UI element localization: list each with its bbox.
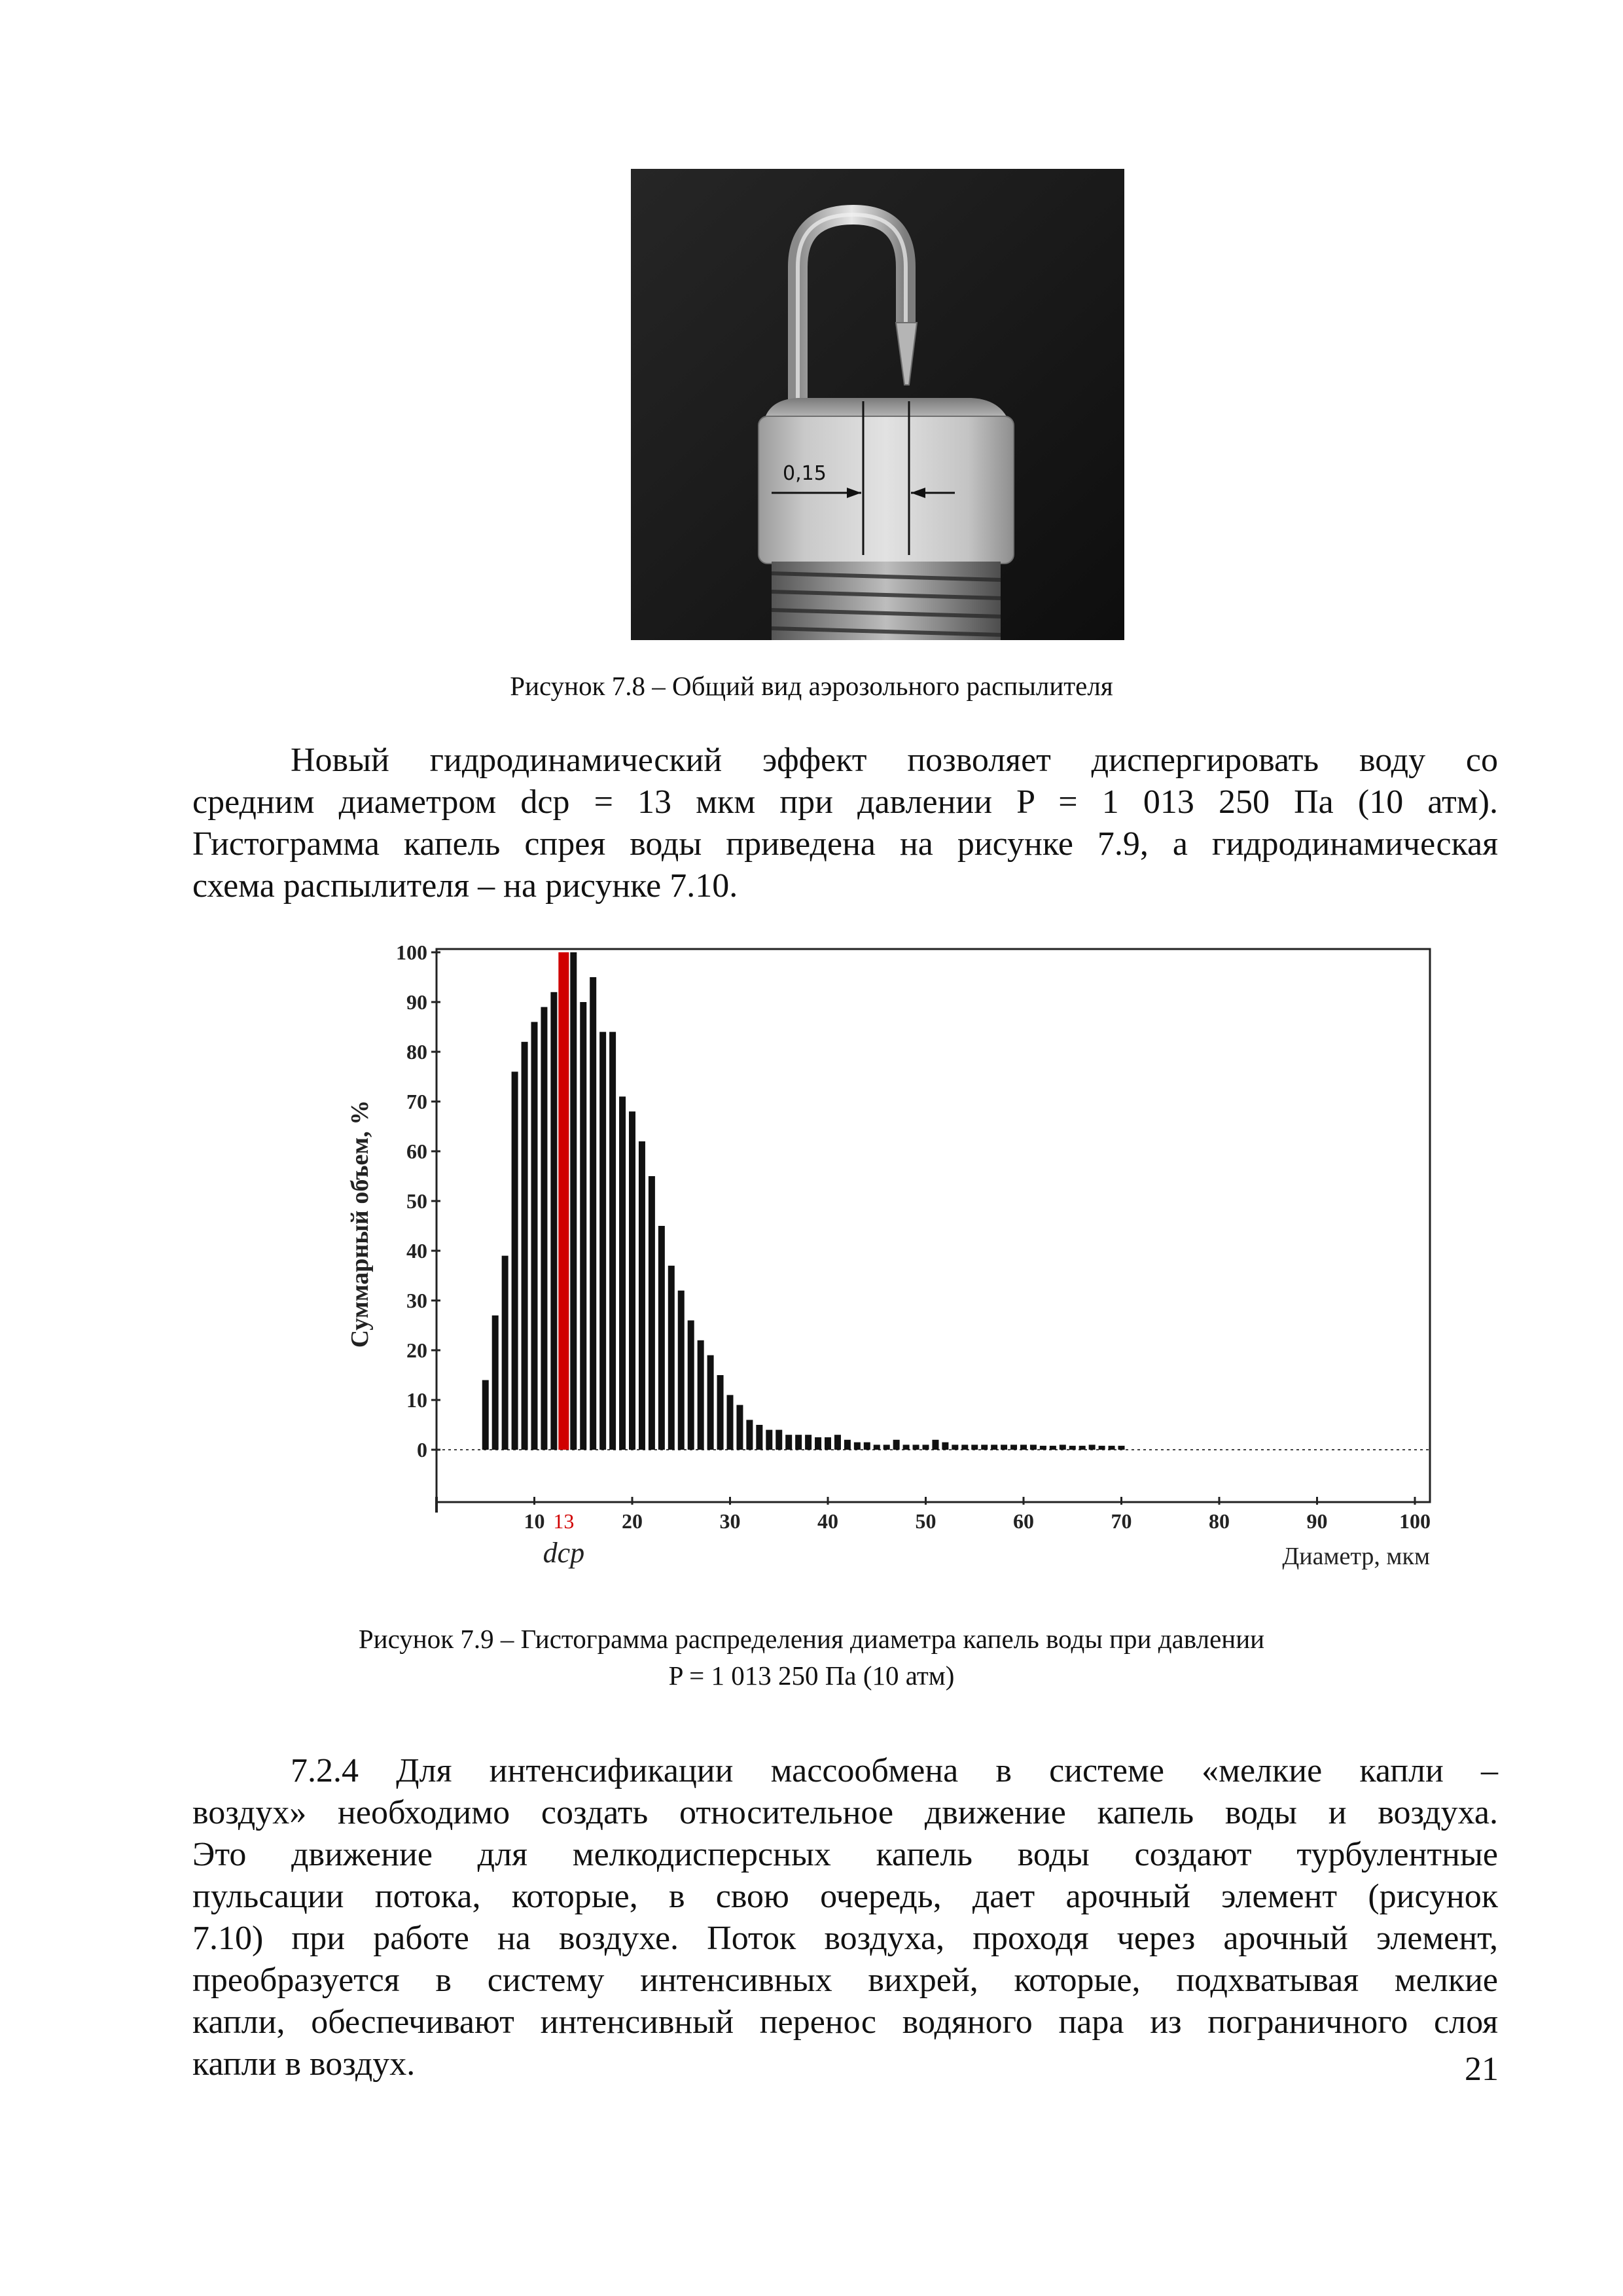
x-tick-label: 30: [719, 1509, 741, 1533]
histogram-bar: [864, 1443, 870, 1450]
histogram-bar: [854, 1443, 861, 1450]
x-tick-label: 80: [1209, 1509, 1230, 1533]
y-tick-label: 50: [406, 1189, 427, 1213]
histogram-bar: [1030, 1444, 1037, 1450]
histogram-bar: [1089, 1444, 1096, 1450]
histogram-bar: [609, 1032, 616, 1450]
paragraph-line: 7.10) при работе на воздухе. Поток воздуха, проходя через арочный элемент,: [192, 1920, 1498, 1957]
y-tick-label: 100: [396, 941, 427, 964]
histogram-bar: [913, 1444, 919, 1450]
histogram-bar: [1069, 1446, 1076, 1450]
histogram-bar: [942, 1443, 948, 1450]
page-number: 21: [1465, 2051, 1499, 2088]
x-tick-label: 70: [1111, 1509, 1132, 1533]
histogram-bar: [1079, 1446, 1086, 1450]
y-tick-label: 0: [417, 1438, 427, 1462]
x-tick-label: 10: [524, 1509, 545, 1533]
histogram-bar: [805, 1435, 812, 1450]
histogram-bar: [923, 1444, 929, 1450]
histogram-bar: [874, 1444, 880, 1450]
y-tick-label: 70: [406, 1090, 427, 1113]
diameter-histogram: [340, 929, 1453, 1577]
histogram-bar: [522, 1042, 528, 1450]
histogram-bar: [893, 1440, 900, 1450]
x-tick-label: 60: [1013, 1509, 1034, 1533]
histogram-bar: [550, 992, 557, 1450]
paragraph-1: [192, 740, 1498, 907]
histogram-bar-highlight: [558, 952, 569, 1450]
y-tick-label: 60: [406, 1139, 427, 1163]
y-axis-label: Суммарный объем, %: [346, 1100, 374, 1348]
histogram-bar: [1001, 1444, 1007, 1450]
histogram-bar: [952, 1444, 958, 1450]
paragraph-line: капли, обеспечивают интенсивный перенос водяного пара из пограничного слоя: [192, 2003, 1498, 2041]
histogram-bar: [766, 1430, 772, 1450]
paragraph-line: схема распылителя – на рисунке 7.10.: [192, 867, 738, 905]
figure-7-9-caption-line-2: P = 1 013 250 Па (10 атм): [668, 1660, 955, 1691]
histogram-bar: [590, 977, 596, 1450]
paragraph-line: преобразуется в систему интенсивных вихрей, которые, подхватывая мелкие: [192, 1962, 1498, 1999]
x-tick-label: 90: [1306, 1509, 1328, 1533]
histogram-bar: [883, 1444, 890, 1450]
y-tick-label: 80: [406, 1040, 427, 1064]
histogram-bar: [825, 1437, 831, 1450]
histogram-bar: [1060, 1444, 1066, 1450]
paragraph-line: Новый гидродинамический эффект позволяет диспергировать воду со: [291, 742, 1498, 779]
x-tick-label: 100: [1399, 1509, 1431, 1533]
histogram-bar: [932, 1440, 938, 1450]
mean-diameter-tick-label: 13: [553, 1509, 575, 1533]
histogram-bar: [482, 1380, 489, 1450]
histogram-bar: [991, 1444, 997, 1450]
paragraph-line: воздух» необходимо создать относительное движение капель воды и воздуха.: [192, 1794, 1498, 1831]
histogram-bar: [815, 1437, 821, 1450]
histogram-bar: [776, 1430, 782, 1450]
x-axis-label: Диаметр, мкм: [1282, 1543, 1430, 1570]
histogram-bar: [531, 1022, 538, 1450]
y-tick-label: 30: [406, 1289, 427, 1312]
histogram-bar: [1118, 1446, 1125, 1450]
histogram-bar: [688, 1320, 694, 1450]
histogram-bar: [678, 1291, 685, 1450]
histogram-bar: [1099, 1446, 1105, 1450]
histogram-bar: [795, 1435, 802, 1450]
histogram-bar: [1040, 1446, 1046, 1450]
histogram-bar: [649, 1176, 655, 1450]
histogram-bar: [903, 1444, 910, 1450]
histogram-bar: [658, 1226, 665, 1450]
histogram-bar: [541, 1007, 547, 1450]
histogram-bar: [834, 1435, 841, 1450]
histogram-bar: [668, 1266, 675, 1450]
histogram-bar: [727, 1395, 734, 1450]
sprayer-photo: [631, 169, 1124, 640]
paragraph-line: пульсации потока, которые, в свою очередь, дает арочный элемент (рисунок: [192, 1878, 1498, 1915]
histogram-bar: [1109, 1446, 1115, 1450]
x-tick-label: 20: [622, 1509, 643, 1533]
y-tick-label: 20: [406, 1338, 427, 1362]
histogram-bar: [639, 1141, 645, 1450]
histogram-bar: [629, 1111, 635, 1450]
paragraph-line: капли в воздух.: [192, 2045, 416, 2083]
histogram-bar: [746, 1420, 753, 1450]
histogram-bar: [717, 1375, 724, 1450]
histogram-bar: [599, 1032, 606, 1450]
paragraph-line: 7.2.4 Для интенсификации массообмена в системе «мелкие капли –: [291, 1752, 1498, 1789]
histogram-bar: [961, 1444, 968, 1450]
histogram-bar: [1020, 1444, 1027, 1450]
histogram-bar: [512, 1071, 518, 1450]
paragraph-line: средним диаметром dср = 13 мкм при давлении P = 1 013 250 Па (10 атм).: [192, 783, 1498, 821]
histogram-bar: [492, 1316, 499, 1450]
histogram-bar: [971, 1444, 978, 1450]
histogram-bar: [698, 1340, 704, 1450]
histogram-bar: [736, 1405, 743, 1450]
y-tick-label: 90: [406, 990, 427, 1014]
dimension-label: 0,15: [783, 462, 827, 485]
histogram-bar: [844, 1440, 851, 1450]
x-tick-label: 50: [915, 1509, 936, 1533]
paragraph-2: [192, 1750, 1498, 2085]
y-tick-label: 40: [406, 1239, 427, 1263]
histogram-bar: [756, 1425, 762, 1450]
paragraph-line: Гистограмма капель спрея воды приведена на рисунке 7.9, а гидродинамическая: [192, 825, 1498, 863]
x-tick-label: 40: [817, 1509, 838, 1533]
histogram-bar: [570, 952, 577, 1450]
histogram-bar: [707, 1355, 714, 1450]
y-tick-label: 10: [406, 1388, 427, 1412]
histogram-bar: [1050, 1446, 1056, 1450]
figure-7-9-caption-line-1: Рисунок 7.9 – Гистограмма распределения диаметра капель воды при давлении: [358, 1624, 1265, 1654]
figure-7-8-caption: Рисунок 7.8 – Общий вид аэрозольного распылителя: [510, 671, 1113, 701]
histogram-bar: [619, 1096, 626, 1450]
histogram-bar: [502, 1256, 508, 1450]
histogram-bar: [981, 1444, 988, 1450]
histogram-bar: [580, 1002, 586, 1450]
histogram-bar: [1010, 1444, 1017, 1450]
paragraph-line: Это движение для мелкодисперсных капель воды создают турбулентные: [192, 1836, 1498, 1873]
mean-diameter-symbol: dср: [543, 1537, 585, 1569]
histogram-bar: [785, 1435, 792, 1450]
